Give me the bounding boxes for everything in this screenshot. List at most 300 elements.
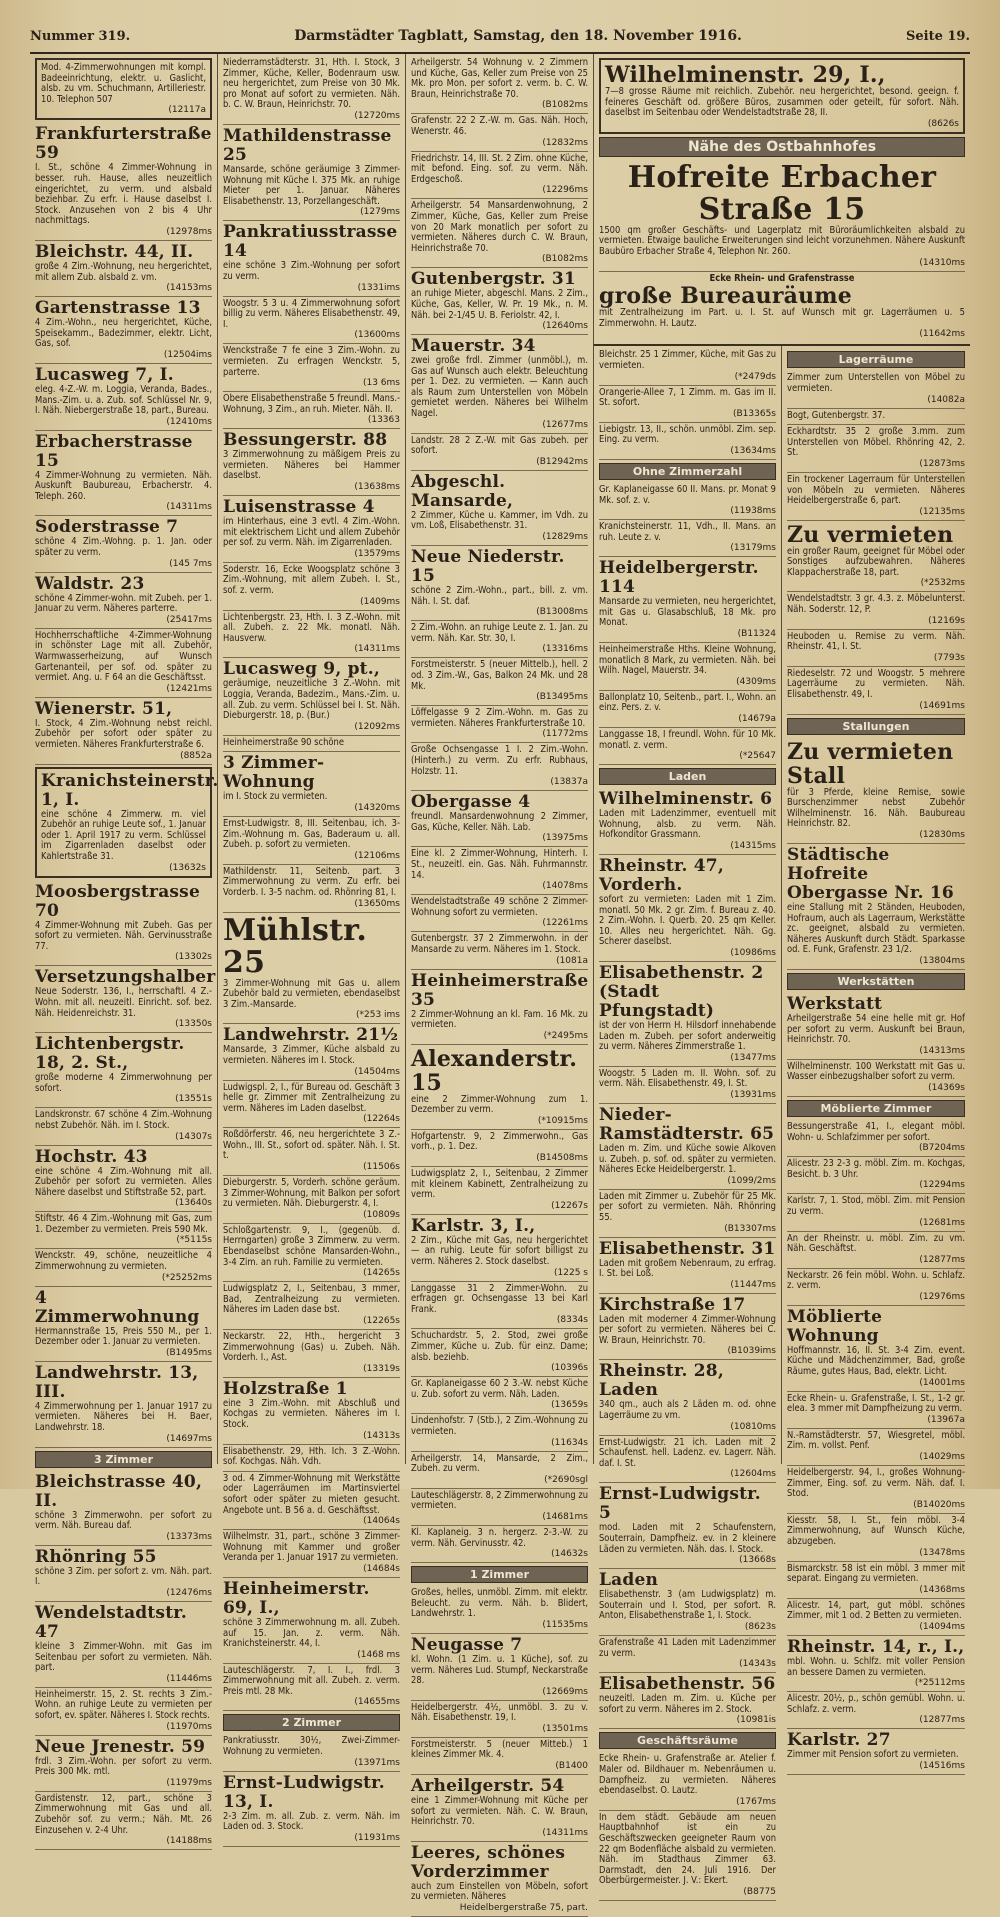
section-header: Laden <box>599 768 776 785</box>
classified-ad <box>223 1024 400 1080</box>
ad-title: Gutenbergstr. 31 <box>411 269 576 290</box>
ad-title: Elisabethenstr. 2 (Stadt Pfungstadt) <box>599 962 764 1021</box>
classified-ad <box>787 371 965 408</box>
classified-ad <box>411 932 588 969</box>
ad-code: (12410ms <box>166 416 212 427</box>
ad-title: Kranichsteinerstr. 1, I. <box>41 770 219 810</box>
ad-code: (12092ms <box>354 721 400 732</box>
ad-text: geräumige, neuzeitliche 3 Z.-Wohn. mit Loggia, Veranda, Badezim., Mans.-Zim. u. all. Zub. zu verm. Schlüssel bei I. St. Näh. Dieburgerstr. 18, p. (Bur.) <box>223 678 400 722</box>
classified-ad <box>599 386 776 423</box>
ad-text: mod. Laden mit 2 Schaufenstern, Souterrain, Dampfheiz. ev. in 2 kleinere Läden zu vermieten. Näh. das. I. Stock. <box>599 1522 776 1555</box>
ad-code: (14307s <box>175 1131 212 1142</box>
classified-ad <box>599 1636 776 1673</box>
page-number: Seite 19. <box>905 29 970 44</box>
ad-text: Laden mit Zimmer u. Zubehör für 25 Mk. per sofort zu vermieten. Näh. Rhönring 55. <box>599 1190 776 1223</box>
classified-ad <box>411 1167 588 1215</box>
ad-text: 3 Zimmerwohnung zu mäßigem Preis zu vermieten. Näheres bei Hammer daselbst. <box>223 449 400 482</box>
classified-ad <box>411 706 588 743</box>
ad-code: (*25252ms <box>161 1272 212 1283</box>
classified-ad <box>35 1146 212 1213</box>
column-4-5 <box>594 54 970 1897</box>
column-1 <box>30 54 219 1847</box>
ad-code: (14188ms <box>166 1836 212 1847</box>
ad-text: eine 1 Zimmer-Wohnung mit Küche per sofort zu vermieten. Näh. C. W. Braun, Heinrichstr. 70. <box>411 1795 588 1828</box>
classified-ad <box>787 409 965 426</box>
ad-text: im I. Stock zu vermieten. <box>223 791 328 803</box>
ad-text: eine Stallung mit 2 Ständen, Heuboden, Hofraum, auch als Lagerraum, Werkstätte zc. geeignet, alsbald zu vermieten. Näheres Auskunft durch Städt. Sparkasse od. E. Funk, Grafenstr. 23 1/2. <box>787 902 965 956</box>
ad-title: Möblierte Wohnung <box>787 1306 883 1346</box>
ad-text: Kiesstr. 58, I. St., fein möbl. 3-4 Zimmerwohnung, auf Wunsch Küche, abzugeben. <box>787 1514 965 1547</box>
classified-ad <box>411 1377 588 1414</box>
hofreite-ad <box>599 160 965 272</box>
ad-text: Mansarde, schöne geräumige 3 Zimmer-Wohnung mit Küche I. 375 Mk. an ruhige Mieter per 1. Januar. Näheres Elisabethenstr. 13, Porzellangeschäft. <box>223 163 400 207</box>
ad-code: (13478ms <box>919 1547 965 1558</box>
classified-ad <box>411 434 588 471</box>
classified-ad <box>223 736 400 753</box>
ad-text: Ludwigspl. 2, I., für Bureau od. Geschäft 3 helle gr. Zimmer mit Zentralheizung zu verm. Näheres im Laden daselbst. <box>223 1081 400 1114</box>
ad-title: Moosbergstrasse 70 <box>35 881 200 921</box>
issue-number: Nummer 319. <box>30 29 131 44</box>
ad-text: Arheilgerstr. 54 Wohnung v. 2 Zimmern und Küche, Gas, Keller zum Preise von 25 Mk. pro Mon. per sofort z. verm. b. C. W. Braun, Heinrichstraße 70. <box>411 57 588 100</box>
ad-title: Kirchstraße 17 <box>599 1294 746 1315</box>
ad-code: (14315ms <box>730 841 776 851</box>
classified-ad <box>787 1466 965 1514</box>
ad-text: Karlstr. 7, 1. Stod, möbl. Zim. mit Pension zu verm. <box>787 1195 965 1217</box>
ad-text: mbl. Wohn. u. Schlfz. mit voller Pension an bessere Damen zu vermieten. <box>787 1655 965 1678</box>
ad-title: Landwehrstr. 13, III. <box>35 1362 199 1402</box>
classified-ad <box>223 1530 400 1578</box>
ad-text: Lauteschlägerstr. 8, 2 Zimmerwohnung zu vermieten. <box>411 1489 589 1512</box>
ad-text: Hoffmannstr. 16, II. St. 3-4 Zim. event. Küche und Mädchenzimmer, Bad, große Räume, gutes Haus, Bad, elektr. Licht. <box>787 1344 965 1378</box>
ad-title: Gartenstrasse 13 <box>35 298 201 319</box>
ad-code: (1468 ms <box>357 1649 400 1660</box>
ad-code: (*2495ms <box>543 1030 588 1041</box>
ad-text: 7—8 grosse Räume mit reichlich. Zubehör. neu hergerichtet, besond. geeign. f. feineres Geschäft od. größere Büros, zusammen oder geteilt, für sofort. Näh. daselbst im Seitenbau oder Wendelstadtstraße 28, II. <box>605 86 959 119</box>
ad-title: Mühlstr. 25 <box>223 912 368 980</box>
ad-code: (1225 s <box>554 1267 588 1278</box>
ad-title: Elisabethenstr. 31 <box>599 1238 776 1259</box>
ad-text: Bismarckstr. 58 ist ein möbl. 3 mmer mit separat. Eingang zu vermieten. <box>787 1562 965 1585</box>
ad-text: eine schöne 4 Zimmerw. m. viel Zubehör an ruhige Leute sof., 1. Januar oder 1. April 1917 zu verm. Schlüssel im Zigarrenladen daselbst oder Kahlertstraße 31. <box>41 808 206 862</box>
ad-text: schöne 4 Zim.-Wohng. p. 1. Jan. oder später zu verm. <box>35 536 212 559</box>
ad-code: (14679a <box>738 714 776 725</box>
section-header: Lagerräume <box>787 351 965 368</box>
ad-text: Heidelbergerstr. 94, I., großes Wohnung-Zimmer, Eing. sof. zu verm. Näh. daf. I. Stod. <box>787 1467 965 1500</box>
ad-code: (14691ms <box>919 700 965 711</box>
classified-ad <box>223 429 400 496</box>
classified-ad <box>223 1578 400 1664</box>
classified-ad <box>787 1599 965 1636</box>
classified-ad <box>411 847 588 895</box>
ad-text: Wilhelminenstr. 100 Werkstatt mit Gas u. Wasser einbezugshalber sofort zu verm. <box>787 1060 965 1083</box>
ad-title: Elisabethenstr. 56 <box>599 1674 776 1695</box>
classified-ad <box>411 1842 588 1917</box>
ad-text: Mod. 4-Zimmerwohnungen mit kompl. Badeeinrichtung, elektr. u. Gaslicht, alsb. zu vm. Schuchmann, Artilleriestr. 10. Telephon 507 <box>41 62 206 105</box>
ad-code: (14064s <box>363 1516 400 1527</box>
ad-code: (13804ms <box>919 955 965 966</box>
ad-code: (12830ms <box>919 830 965 840</box>
ad-text: Grafenstraße 41 Laden mit Ladenzimmer zu verm. <box>599 1637 776 1659</box>
ad-text: Alicestr. 23 2-3 g. möbl. Zim. m. Kochgas, Besicht. b. 3 Uhr. <box>787 1158 965 1180</box>
ad-code: (12106ms <box>354 850 400 861</box>
classified-ad <box>35 1792 212 1850</box>
ad-text: neuzeitl. Laden m. Zim. u. Küche per sofort zu verm. Näheres im 2. Stock. <box>599 1693 776 1715</box>
classified-ad <box>223 1176 400 1224</box>
ad-text: Zimmer mit Pension sofort zu vermieten. <box>787 1749 959 1761</box>
ad-title: Waldstr. 23 <box>35 573 145 594</box>
ad-title: Heinheimerstraße 35 <box>411 970 589 1010</box>
ad-title: Rheinstr. 14, r., I., <box>787 1636 965 1657</box>
ad-code: (11535ms <box>542 1619 588 1630</box>
classified-ad <box>599 520 776 557</box>
ad-title: Zu vermieten <box>787 521 954 548</box>
classified-ad <box>599 962 776 1067</box>
classified-ad <box>35 364 212 431</box>
ad-code: (12504ims <box>163 349 212 360</box>
ad-code: (12669ms <box>542 1686 588 1697</box>
newspaper-title: Darmstädter Tagblatt, Samstag, den 18. November 1916. <box>294 28 742 44</box>
ad-text: Ludwigsplatz 2, I., Seitenbau, 3 mmer, Bad, Zentralheizung zu vermieten. Näheres im Laden dase bst. <box>223 1283 400 1316</box>
ad-code: (12978ms <box>166 226 212 237</box>
ad-code: (*2690sgl <box>544 1474 588 1485</box>
ad-code: (12829ms <box>542 532 588 543</box>
ad-code: (B7204ms <box>918 1143 965 1154</box>
ad-text: Kranichsteinerstr. 11, Vdh., II. Mans. an ruh. Leute z. v. <box>599 521 776 543</box>
classified-ad <box>223 297 400 345</box>
classified-ad <box>411 895 588 932</box>
classified-ad <box>223 752 400 817</box>
ad-code: (14516ms <box>919 1760 965 1771</box>
ad-text: Schloßgartenstr. 9, I., (gegenüb. d. Herrngarten) große 3 Zimmerw. zu verm. Ebendaselbst schöne Mansarden-Wohn., 3-4 Zim. an ruh. Familie zu vermieten. <box>223 1224 400 1268</box>
classified-ad <box>35 1546 212 1602</box>
ad-text: Lauteschlägerstr. 7, I. I., frdl. 3 Zimmerwohnung mit all. Zubeh. z. verm. Preis mtl. 28 Mk. <box>223 1664 400 1697</box>
ad-title: Neugasse 7 <box>411 1634 523 1655</box>
classified-ad <box>411 1215 588 1282</box>
classified-ad <box>599 643 776 691</box>
section-header: Stallungen <box>787 718 965 735</box>
classified-ad <box>599 728 776 765</box>
ad-text: 4 Zim.-Wohn., neu hergerichtet, Küche, Speisekamm., Badezimmer, elektr. Licht, Gas, sof. <box>35 317 212 350</box>
ad-text: Wenckstraße 7 fe eine 3 Zim.-Wohn. zu vermieten. Zu erfragen Wenckstr. 5, parterre. <box>223 345 400 378</box>
ad-title: Bleichstrasse 40, II. <box>35 1471 203 1511</box>
classified-ad <box>411 743 588 791</box>
ad-title: Rheinstr. 28, Laden <box>599 1361 724 1401</box>
classified-ad <box>223 1664 400 1712</box>
ad-text: Heinheimerstraße Hths. Kleine Wohnung, monatlich 8 Mark, zu vermieten. Näh. bei Wilh. Nagel, Mauerstr. 34. <box>599 644 776 677</box>
ad-text: Bleichstr. 25 1 Zimmer, Küche, mit Gas zu vermieten. <box>599 349 776 371</box>
ad-code: (13650ms <box>354 898 400 909</box>
classified-ad <box>35 1688 212 1736</box>
ad-code: (14094ms <box>919 1621 965 1632</box>
classified-ad <box>787 1392 965 1429</box>
ad-code: (1081a <box>556 955 588 966</box>
column-3 <box>406 54 594 1914</box>
ad-title: Erbacherstrasse 15 <box>35 431 193 471</box>
ad-code: (*253 ims <box>355 1010 400 1021</box>
classified-ad <box>787 473 965 521</box>
ad-code: (12877ms <box>919 1715 965 1726</box>
ad-text: Landskronstr. 67 schöne 4 Zim.-Wohnung nebst Zubehör. Näh. im I. Stock. <box>35 1109 212 1131</box>
ad-text: Soderstr. 16, Ecke Woogsplatz schöne 3 Zim.-Wohnung, mit allem Zubeh. I. St., sof. z. verm. <box>223 563 400 597</box>
ad-code: (14082a <box>927 394 965 405</box>
classified-ad <box>599 348 776 385</box>
ad-text: Lichtenbergstr. 23, Hth. I. 3 Z.-Wohn. mit all. Zubeh. z. 22 Mk. monatl. Näh. Hausverw. <box>223 611 400 644</box>
ad-code: (14368ms <box>919 1584 965 1595</box>
ad-code: (12296ms <box>542 185 588 196</box>
ad-code: (13975ms <box>542 833 588 844</box>
ad-code: (12873ms <box>919 458 965 469</box>
ad-code: (B1082ms <box>541 100 588 111</box>
ad-code: (10809s <box>363 1209 400 1220</box>
classified-ad <box>35 1471 212 1546</box>
ad-title: Obergasse 4 <box>411 792 531 813</box>
ad-code: (12169s <box>928 615 965 626</box>
ad-text: Zimmer zum Unterstellen von Möbel zu vermieten. <box>787 372 965 394</box>
ad-text: Mathildenstr. 11, Seitenb. part. 3 Zimmerwohnung zu verm. Zu erfr. bei Vorderb. I. 3-5 nachm. od. Rhönring 81, I. <box>223 865 400 898</box>
ad-code: (13638ms <box>354 482 400 493</box>
ad-code: (12265s <box>363 1316 400 1326</box>
ad-text: Laden mit moderner 4 Zimmer-Wohnung per sofort zu vermieten. Näheres bei C. W. Braun, Heinrichstr. 70. <box>599 1313 776 1346</box>
ad-text: eine 2 Zimmer-Wohnung zum 1. Dezember zu verm. <box>411 1093 588 1116</box>
classified-ad <box>411 1329 588 1377</box>
classified-ad <box>411 970 588 1045</box>
ad-code: (10810ms <box>730 1421 776 1432</box>
ad-code: (8623s <box>744 1622 776 1632</box>
classified-ad <box>223 1330 400 1378</box>
classified-ad <box>35 431 212 517</box>
ad-title: Wilhelminenstr. 29, I., <box>605 62 886 88</box>
classified-ad <box>787 1429 965 1466</box>
classified-ad <box>223 913 400 1025</box>
ad-code: (*25647 <box>739 751 776 762</box>
ad-text: Ernst-Ludwigstr. 8, III. Seitenbau, ich. 3-Zim.-Wohnung m. Gas, Baderaum u. all. Zubeh. p. sofort zu vermieten. <box>223 817 400 851</box>
ad-text: Wendelstadtstraße 49 schöne 2 Zimmer-Wohnung sofort zu vermieten. <box>411 896 588 918</box>
ad-title: Versetzungshalber <box>35 967 216 988</box>
classified-ad <box>411 114 588 151</box>
ad-text: Elisabethenstr. 3 (am Ludwigsplatz) m. Souterrain und I. Stod, per sofort. R. Anton, Elisabethenstraße 1, I. Stock. <box>599 1589 776 1622</box>
ad-text: Alicestr. 20½, p., schön gemübl. Wohn. u. Schlafz. z. verm. <box>787 1693 965 1715</box>
ad-text: Langgasse 18, I freundl. Wohn. für 10 Mk. monatl. z. verm. <box>599 729 776 751</box>
classified-ad <box>411 152 588 200</box>
ad-text: Riedeselstr. 72 und Woogstr. 5 mehrere Lagerräume zu vermieten. Näh. Elisabethenstr. 49, I. <box>787 667 965 701</box>
classified-ad <box>223 563 400 611</box>
ad-code: (13837a <box>550 777 588 788</box>
ad-code: Heidelbergerstraße 75, part. <box>459 1903 588 1914</box>
classified-ad <box>223 496 400 563</box>
ad-code: (10981is <box>736 1715 776 1726</box>
ad-title: 4 Zimmerwohnung <box>35 1287 200 1327</box>
classified-ad <box>35 1287 212 1362</box>
classified-ad <box>787 1120 965 1157</box>
ad-title: Heidelbergerstr. 114 <box>599 558 759 598</box>
ad-code: (12294ms <box>919 1180 965 1191</box>
ad-code: (*2532ms <box>920 578 965 589</box>
ad-text: im Hinterhaus, eine 3 evtl. 4 Zim.-Wohn. mit elektrischem Licht und allem Zubehör per sof. zu verm. Näh. im Zigarrenladen. <box>223 516 400 549</box>
ad-title: Mauerstr. 34 <box>411 336 536 357</box>
classified-ad <box>411 658 588 706</box>
ad-title: Zu vermieten Stall <box>787 738 954 789</box>
ad-text: 2 Zim., Küche mit Gas, neu hergerichtet — an ruhig. Leute für sofort billigst zu verm. Näheres 2. Stock daselbst. <box>411 1234 588 1268</box>
ad-code: (B1495ms <box>165 1347 212 1358</box>
classified-ad <box>35 516 212 572</box>
ad-title: Bessungerstr. 88 <box>223 430 388 451</box>
classified-ad <box>411 335 588 434</box>
ad-text: schöne 2 Zim.-Wohn., part., bill. z. vm. Näh. I. St. daf. <box>411 585 588 607</box>
ad-code: (11979ms <box>166 1777 212 1788</box>
ad-code: (1279ms <box>360 207 400 218</box>
ad-text: Gardistenstr. 12, part., schöne 3 Zimmerwohnung mit Gas und all. Zubehör sof. zu verm.; Näh. Mt. 26 Einzusehen v. 2-4 Uhr. <box>35 1792 212 1836</box>
ad-code: (14684s <box>363 1563 400 1574</box>
ad-text: Gr. Kaplaneigasse 60 II. Mans. pr. Monat 9 Mk. sof. z. v. <box>599 483 776 506</box>
ad-text: zwei große frdl. Zimmer (unmöbl.), m. Gas auf Wunsch auch elektr. Beleuchtung per 1. Dez. zu vermieten. — Kann auch als Raum zum Unterstellen von Möbeln gemietet werden. Näheres bei Wilhelm Nagel. <box>411 355 588 420</box>
classified-ad <box>223 125 400 221</box>
ad-text: Obere Elisabethenstraße 5 freundl. Mans.-Wohnung, 3 Zim., an ruh. Mieter. Näh. II. <box>223 393 400 415</box>
ad-text: Schuchardstr. 5, 2. Stod, zwei große Zimmer, Küche u. Zub. für einz. Dame; alsb. beziehb. <box>411 1330 588 1363</box>
classified-ad <box>599 1483 776 1569</box>
ad-title: Wendelstadtstr. 47 <box>35 1603 187 1642</box>
ad-code: (11446ms <box>166 1673 212 1684</box>
ad-code: (B13307ms <box>724 1223 776 1234</box>
classified-ad <box>411 1775 588 1842</box>
classified-ad <box>599 788 776 855</box>
classified-ad <box>223 865 400 913</box>
ad-text: Pankratiusstr. 30½, Zwei-Zimmer-Wohnung zu vermieten. <box>223 1735 400 1758</box>
ad-code: (B13365s <box>732 408 776 419</box>
section-header: 2 Zimmer <box>223 1714 400 1731</box>
ad-title: Bleichstr. 44, II. <box>35 241 194 262</box>
ad-code: (B1039ims <box>727 1346 776 1357</box>
classified-ad <box>411 1045 588 1130</box>
classified-ad <box>411 471 588 546</box>
ad-code: (12720ms <box>354 110 400 121</box>
ad-text: Forstmeisterstr. 5 (neuer Mittelb.), hell. 2 od. 3 Zim.-W., Gas, Balkon 24 Mk. und 28 Mk. <box>411 659 588 692</box>
classified-ad <box>599 1360 776 1435</box>
classified-ad <box>599 1190 776 1238</box>
ad-title: Landwehrstr. 21½ <box>223 1025 399 1046</box>
classified-ad <box>223 1224 400 1282</box>
classified-ad <box>787 1692 965 1729</box>
classified-ad <box>223 1282 400 1330</box>
ad-code: (8626s <box>927 118 959 129</box>
section-header: 3 Zimmer <box>35 1451 212 1468</box>
ad-title: Leeres, schönes Vorderzimmer <box>411 1842 566 1882</box>
classified-ad <box>787 1514 965 1562</box>
section-header: Ohne Zimmerzahl <box>599 463 776 480</box>
classified-ad <box>411 1586 588 1634</box>
ad-title: Holzstraße 1 <box>223 1378 348 1399</box>
ad-code: (13 6ms <box>362 378 400 389</box>
classified-ad <box>787 1562 965 1599</box>
ad-text: große moderne 4 Zimmerwohnung per sofort. <box>35 1072 212 1094</box>
ad-text: Ernst-Ludwigstr. 21 ich. Laden mit 2 Schaufenst. hell. Ladenz. ev. Lagerr. Näh. daf. I. St. <box>599 1436 776 1469</box>
ad-text: an ruhige Mieter, abgeschl. Mans. 2 Zim., Küche, Gas, Keller, W. Pr. 19 Mk., n. M. Näh. bei 2-1/45 U. B. Feriolstr. 42, I. <box>411 288 588 321</box>
ad-code: (11938ms <box>730 506 776 517</box>
classified-ad <box>411 1130 588 1167</box>
ad-text: sofort zu vermieten: Laden mit 1 Zim. monatl. 50 Mk. 2 gr. Zim. f. Bureau z. 40. 2 Zim.-Wohn. I. Querb. 20. 25 qm Keller. 10. Alles neu hergerichtet. Näh. Gg. Scherer daselbst. <box>599 894 776 948</box>
ad-code: (*2479ds <box>734 371 776 382</box>
ad-code: (11931ms <box>354 1832 400 1843</box>
ad-code: (11634s <box>551 1437 588 1448</box>
ad-code: (14655ms <box>354 1697 400 1708</box>
classified-ad <box>787 630 965 667</box>
ad-text: schöne 3 Zim. per sofort z. vm. Näh. part. I. <box>35 1565 212 1588</box>
classified-ad <box>411 1738 588 1775</box>
ad-text: Hochherrschaftliche 4-Zimmer-Wohnung in schönster Lage mit all. Zubehör, Warmwasserheizung, auf Wunsch Gartenanteil, per sof. od. später zu vermiet. Ang. u. F 64 an die Geschäftsst. <box>35 629 212 684</box>
ad-code: (13373ms <box>166 1531 212 1542</box>
ad-code: (12267s <box>551 1200 588 1211</box>
ad-code: (13659s <box>551 1400 588 1411</box>
ad-text: Forstmeisterstr. 5 (neuer Mitteb.) 1 kleines Zimmer Mk. 4. <box>411 1738 588 1761</box>
ad-text: schöne 3 Zimmerwohn. per sofort zu verm. Näh. Bureau daf. <box>35 1509 212 1532</box>
ad-code: (13632s <box>169 862 206 873</box>
classified-ad <box>35 1362 212 1448</box>
ad-text: Ecke Rhein- u. Grafenstraße ar. Atelier f. Maler od. Bildhauer m. Nebenräumen u. Dampfheiz. zu vermieten. Näheres ebendaselbst. O. Lautz. <box>599 1753 776 1797</box>
ad-title: Karlstr. 3, I., <box>411 1215 536 1236</box>
ad-title: Lucasweg 9, pt., <box>223 659 380 680</box>
classified-ad <box>35 1602 212 1688</box>
ad-code: (13179ms <box>730 543 776 554</box>
ad-text: Eine kl. 2 Zimmer-Wohnung, Hinterh. I. St., neuzeitl. ein. Gas. Näh. Fuhrmannstr. 14. <box>411 848 588 881</box>
ad-title: Ernst-Ludwigstr. 13, I. <box>223 1772 385 1812</box>
classified-ad <box>787 993 965 1060</box>
ad-title: Heinheimerstr. 69, I., <box>223 1578 370 1618</box>
ad-text: Lindenhofstr. 7 (Stb.), 2 Zim.-Wohnung zu vermieten. <box>411 1415 588 1437</box>
ad-text: eine schöne 4 Zim.-Wohnung mit all. Zubehör per sofort zu vermieten. Alles Nähere daselbst und Stiftstraße 52, part. <box>35 1165 212 1198</box>
ad-text: 3 Zimmer-Wohnung mit Gas u. allem Zubehör bald zu vermieten, ebendaselbst 3 Zim.-Mansarde. <box>223 977 400 1010</box>
ad-code: (8334s <box>556 1315 588 1326</box>
section-ostbahnhof: Nähe des Ostbahnhofes <box>599 137 965 157</box>
ad-text: 1500 qm großer Geschäfts- und Lagerplatz mit Büroräumlichkeiten alsbald zu vermieten. Etwaige bauliche Erweiterungen sind leicht vorzunehmen. Nähere Auskunft Baubüro Erbacher Straße 4, Telephon Nr. 260. <box>599 224 965 257</box>
ad-code: (12976ms <box>919 1291 965 1302</box>
classified-ad <box>223 1128 400 1176</box>
ad-title: Nieder-Ramstädterstr. 65 <box>599 1104 775 1144</box>
ad-code: (11772ms <box>542 729 588 740</box>
classified-ad <box>223 1472 400 1530</box>
ad-title: Wienerstr. 51, <box>35 698 173 719</box>
ad-text: Arheilgerstraße 54 eine helle mit gr. Hof per sofort zu verm. Auskunft bei Braun, Heinrichstr. 70. <box>787 1012 965 1046</box>
classified-ad <box>411 1489 588 1526</box>
classified-ad <box>787 667 965 715</box>
ad-text: Heinheimerstr. 15, 2. St. rechts 3 Zim.-Wohn. an ruhige Leute zu vermieten per sofort, ev. später. Näheres I. Stock rechts. <box>35 1688 212 1721</box>
ad-text: Laden m. Zim. und Küche sowie Alkoven u. Zubeh. p. sof. od. später zu vermieten. Näheres Ecke Heidelbergerstr. 1. <box>599 1142 776 1176</box>
classified-ad <box>35 767 219 878</box>
column-4 <box>594 346 782 1897</box>
classified-ad <box>35 881 212 967</box>
ad-text: freundl. Mansardenwohnung 2 Zimmer, Gas, Küche, Keller. Näh. Lab. <box>411 811 588 833</box>
classified-ad <box>223 56 400 125</box>
ad-code: (14697ms <box>166 1433 212 1444</box>
classified-ad <box>223 1445 400 1472</box>
ad-code: (14313ms <box>919 1045 965 1056</box>
ad-text: 2 Zimmer, Küche u. Kammer, im Vdh. zu vm. Loß, Elisabethenstr. 31. <box>411 509 588 532</box>
ad-title: Städtische Hofreite Obergasse Nr. 16 <box>787 845 954 903</box>
ad-text: Neue Soderstr. 136, I., herrschaftl. 4 Z.-Wohn. mit all. neuzeitl. Einricht. sof. bez. Näh. Heidenreichstr. 31. <box>35 986 212 1019</box>
classified-ad <box>223 1081 400 1129</box>
classified-ad <box>599 691 776 728</box>
ad-code: (14681ms <box>542 1511 588 1522</box>
ad-code: (12117a <box>168 105 206 116</box>
ad-code: (14310ms <box>919 257 965 268</box>
ad-text: I. St., schöne 4 Zimmer-Wohnung in besser. ruh. Hause, alles neuzeitlich eingerichtet, zu verm. und alsbald beziehbar. Zu erfr. i. Hause daselbst I. Stock. Anzusehen von 2 bis 4 Uhr nachmittags. <box>35 162 212 227</box>
classified-ad <box>35 1212 212 1249</box>
ad-text: Friedrichstr. 14, III. St. 2 Zim. ohne Küche, mit befond. Eing. sof. zu verm. Näh. Erdgeschoß. <box>411 152 588 185</box>
ad-text: 2-3 Zim. m. all. Zub. z. verm. Näh. im Laden od. 3. Stock. <box>223 1810 400 1833</box>
section-header: 1 Zimmer <box>411 1566 588 1583</box>
classified-ad <box>35 1033 212 1108</box>
ad-text: Orangerie-Allee 7, 1 Zimm. m. Gas im II. St. sofort. <box>599 386 776 409</box>
ad-text: Roßdörferstr. 46, neu hergerichtete 3 Z.-Wohn., III. St., sofort od. später. Näh. I. St. t. <box>223 1129 400 1162</box>
ad-title: Rheinstr. 47, Vorderh. <box>599 856 724 895</box>
